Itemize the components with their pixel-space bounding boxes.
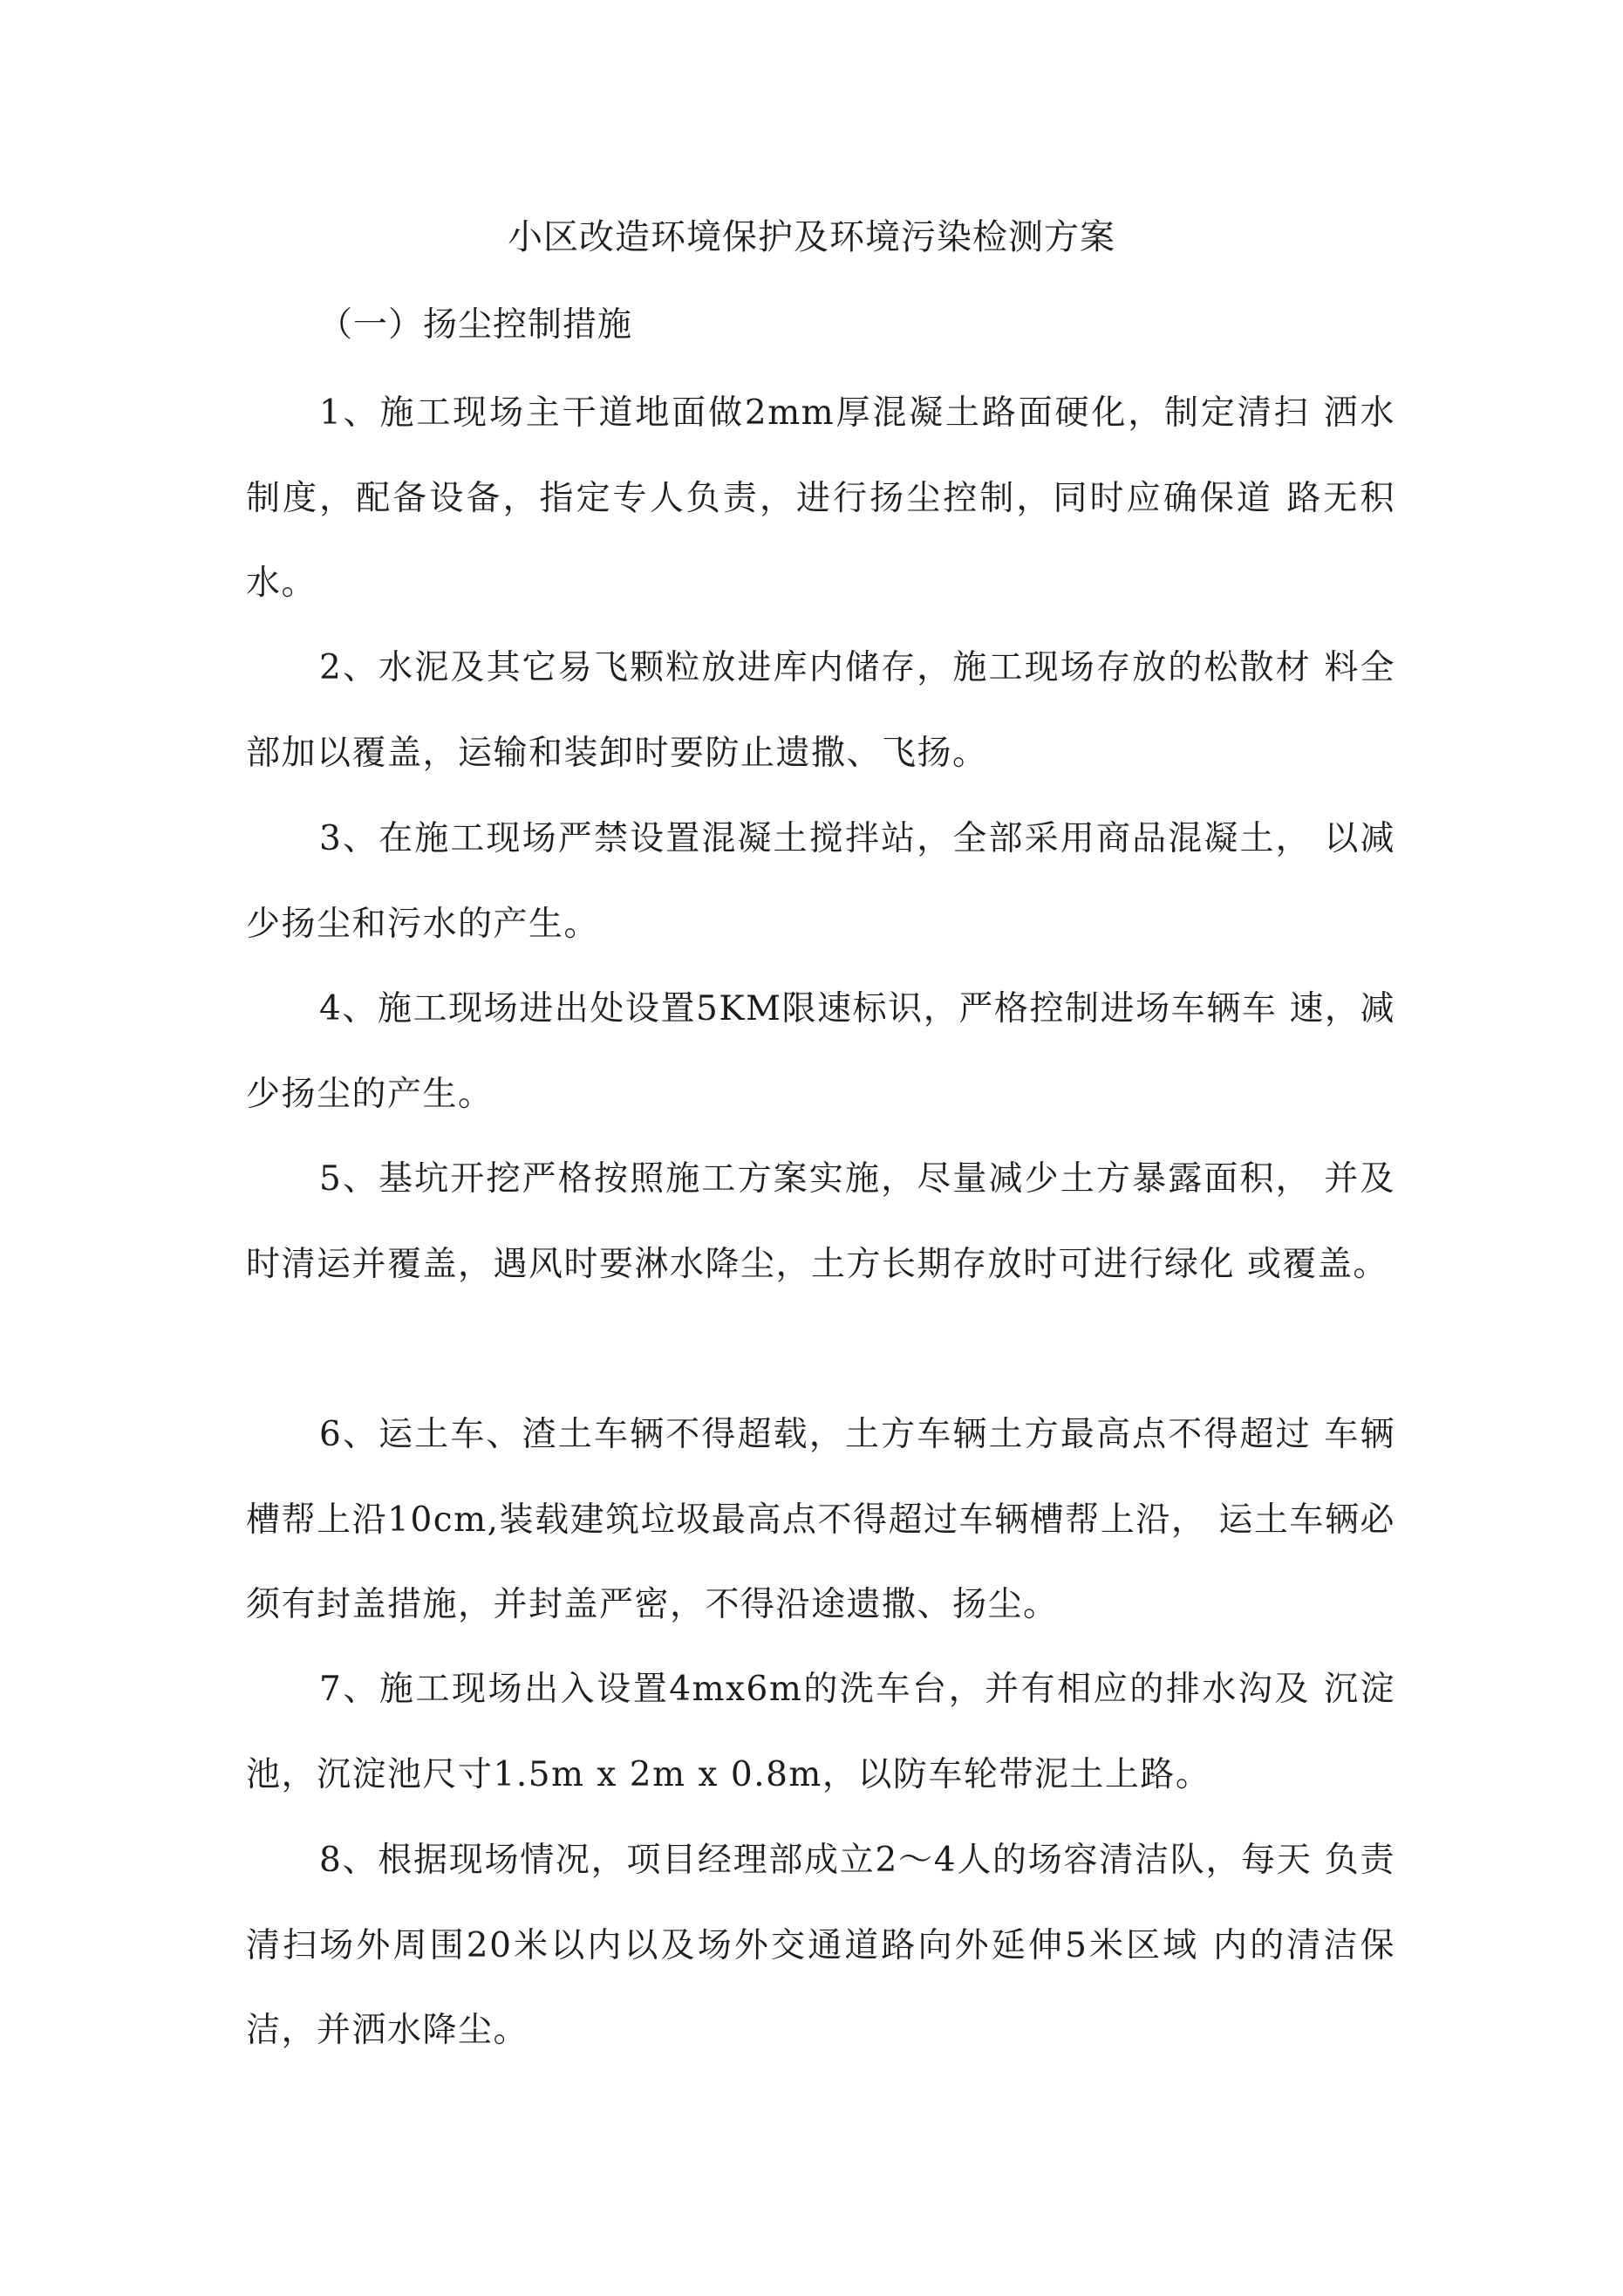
paragraph-4: 4、施工现场进出处设置5KM限速标识，严格控制进场车辆车 速，减少扬尘的产生。 (246, 989, 1395, 1114)
document-title: 小区改造环境保护及环境污染检测方案 (508, 217, 1115, 257)
section-heading: （一）扬尘控制措施 (318, 305, 633, 345)
paragraph-7: 7、施工现场出入设置4mx6m的洗车台，并有相应的排水沟及 沉淀池，沉淀池尺寸1.5m x 2m x 0.8m，以防车轮带泥土上路。 (246, 1670, 1395, 1794)
paragraph-1: 1、施工现场主干道地面做2mm厚混凝土路面硬化，制定清扫 洒水制度，配备设备，指定专人负责，进行扬尘控制，同时应确保道 路无积水。 (246, 393, 1395, 603)
paragraph-5: 5、基坑开挖严格按照施工方案实施，尽量减少土方暴露面积， 并及时清运并覆盖，遇风时要淋水降尘，土方长期存放时可进行绿化 或覆盖。 (246, 1159, 1395, 1284)
paragraph-2: 2、水泥及其它易飞颗粒放进库内储存，施工现场存放的松散材 料全部加以覆盖，运输和装卸时要防止遗撒、飞扬。 (246, 648, 1395, 773)
paragraph-8: 8、根据现场情况，项目经理部成立2〜4人的场容清洁队，每天 负责清扫场外周围20米以内以及场外交通道路向外延伸5米区域 内的清洁保洁，并洒水降尘。 (246, 1841, 1395, 2050)
paragraph-3: 3、在施工现场严禁设置混凝土搅拌站，全部采用商品混凝土， 以减少扬尘和污水的产生。 (246, 819, 1395, 944)
paragraph-6: 6、运土车、渣土车辆不得超载，土方车辆土方最高点不得超过 车辆槽帮上沿10cm,装载建筑垃圾最高点不得超过车辆槽帮上沿， 运土车辆必须有封盖措施，并封盖严密，不得沿途遗撒、扬尘。 (246, 1415, 1395, 1624)
